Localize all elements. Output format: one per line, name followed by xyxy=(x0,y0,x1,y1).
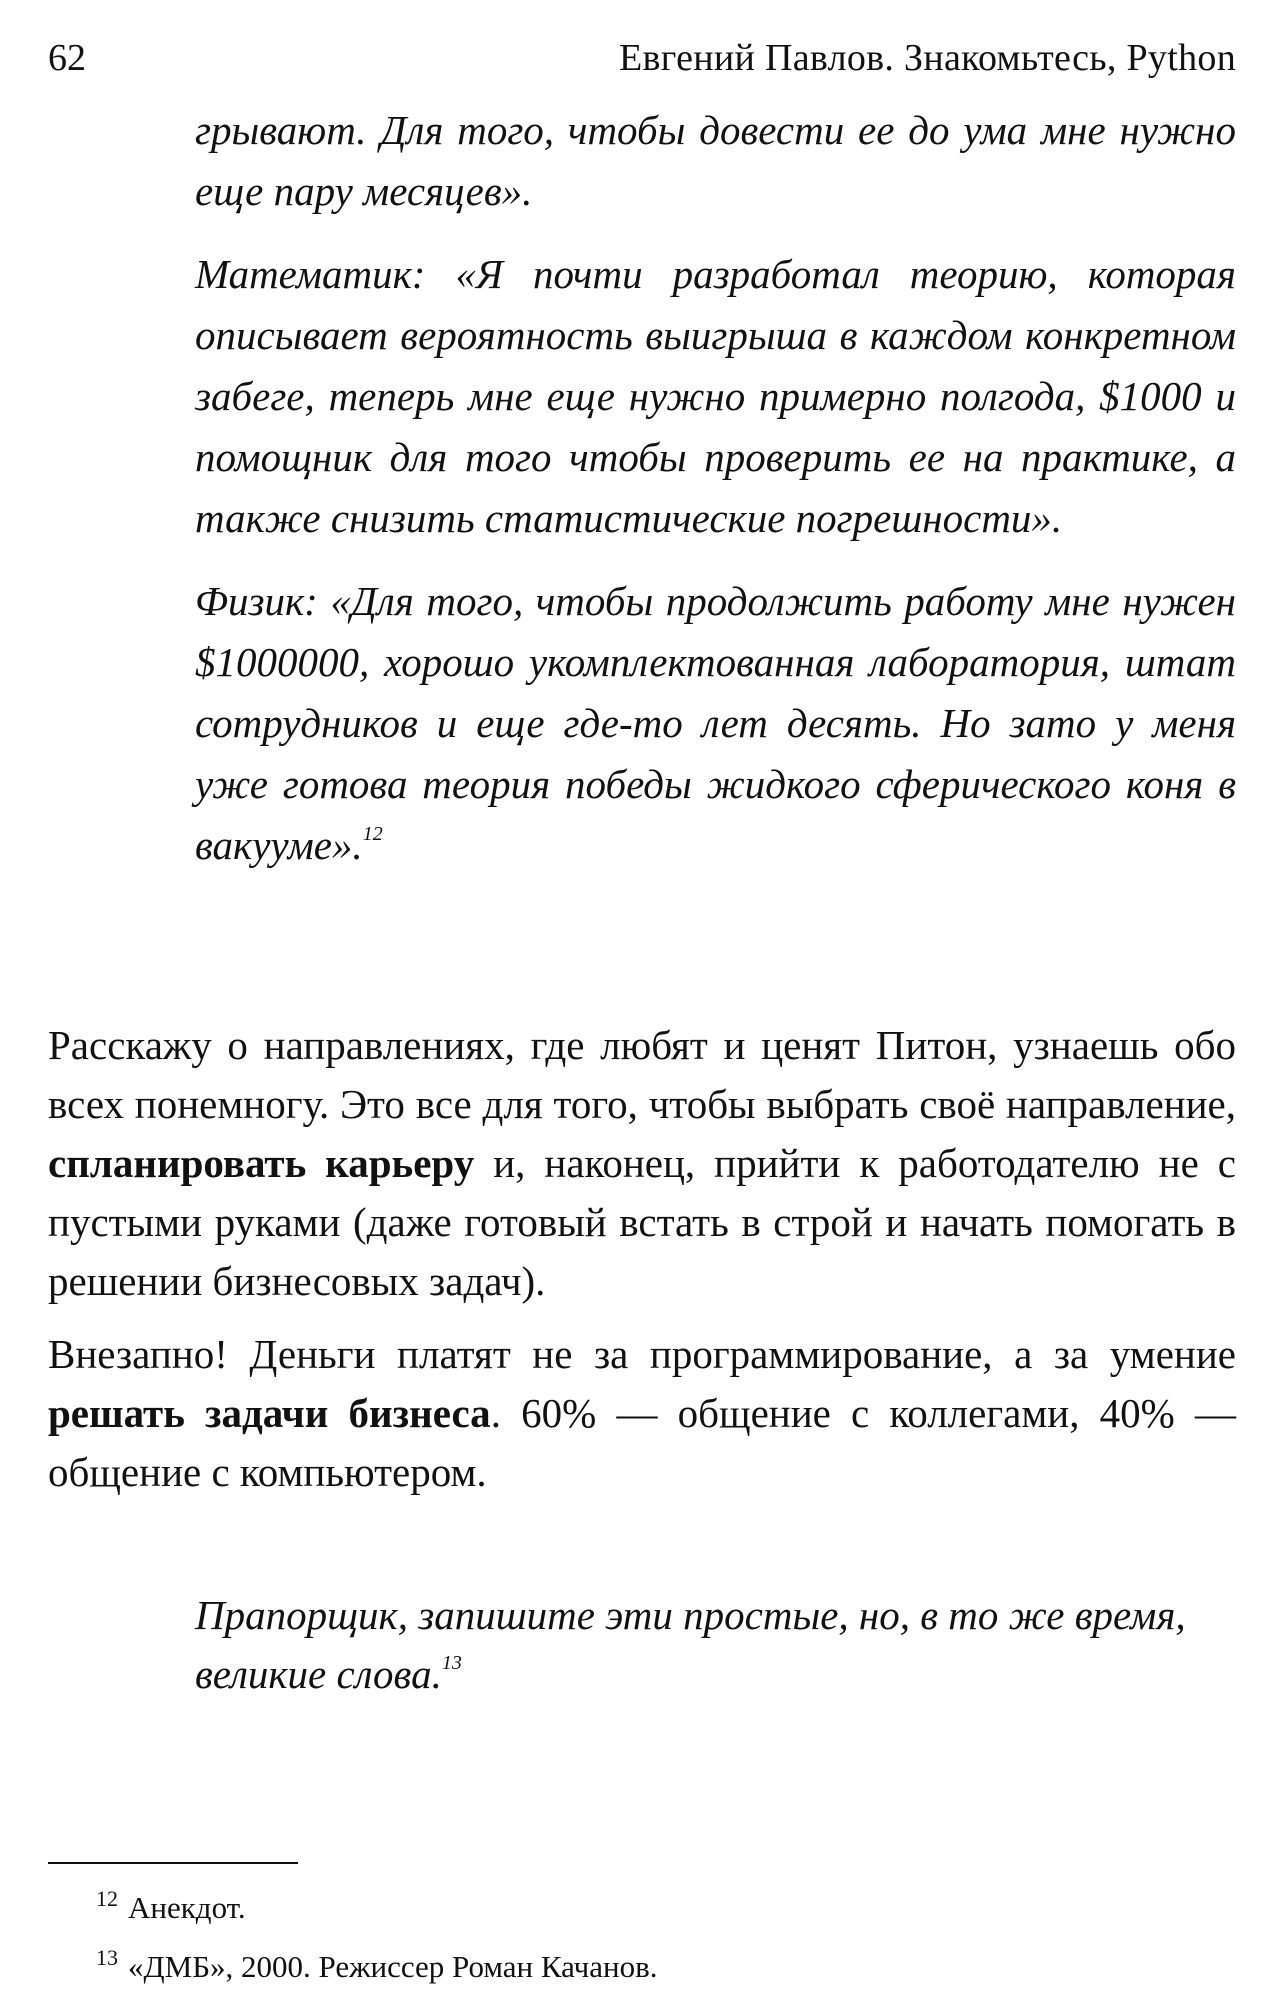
body-text: Внезапно! Деньги платят не за программирование, а за умение xyxy=(48,1331,1236,1377)
body-paragraph xyxy=(48,1325,1236,1502)
running-head: Евгений Павлов. Знакомьтесь, Python xyxy=(618,37,1236,79)
anecdote-quote-block xyxy=(195,100,1236,876)
footnote-text: «ДМБ», 2000. Режиссер Роман Качанов. xyxy=(128,1949,658,1984)
epigraph-text: Прапорщик, запишите эти простые, но, в то же время, великие слова. xyxy=(195,1592,1186,1697)
footnote-number: 12 xyxy=(96,1886,118,1911)
footnote xyxy=(96,1939,1236,1998)
page-number: 62 xyxy=(48,37,86,79)
bold-phrase: решать задачи бизнеса xyxy=(48,1390,491,1436)
body-paragraph xyxy=(48,1016,1236,1311)
bold-phrase: спланировать карьеру xyxy=(48,1140,475,1186)
footnote-text: Анекдот. xyxy=(128,1890,246,1925)
body-text: Расскажу о направлениях, где любят и ценят Питон, узнаешь обо всех понемногу. Это все для того, чтобы выбрать своё направление, xyxy=(48,1022,1236,1127)
quote-text: грывают. Для того, чтобы довести ее до ума мне нужно еще пару месяцев». xyxy=(195,107,1236,214)
main-text xyxy=(48,1016,1236,1516)
quote-paragraph xyxy=(195,100,1236,222)
quote-text: Физик: «Для того, чтобы продолжить работу мне нужен $1000000, хорошо укомплектованная лаборатория, штат сотрудников и еще где-то лет десять. Но зато у меня уже готова теория победы жидкого сферического коня в вакууме». xyxy=(195,578,1236,868)
quote-text: Математик: «Я почти разработал теорию, которая описывает вероятность выигрыша в каждом конкретном забеге, теперь мне еще нужно примерно полгода, $1000 и помощник для того чтобы проверить ее на практике, а также снизить статистические погрешности». xyxy=(195,251,1236,541)
quote-paragraph xyxy=(195,571,1236,876)
footnotes xyxy=(96,1880,1236,1998)
footnote xyxy=(96,1880,1236,1939)
body-text: . 60% — общение с коллегами, 40% — общение с компьютером. xyxy=(48,1390,1237,1495)
footnote-divider xyxy=(48,1862,298,1864)
footnote-ref[interactable]: 13 xyxy=(441,1652,462,1675)
page-header xyxy=(48,30,1236,86)
body-text: и, наконец, прийти к работодателю не с пустыми руками (даже готовый встать в строй и начать помогать в решении бизнесовых задач). xyxy=(48,1140,1237,1304)
epigraph xyxy=(195,1586,1236,1704)
footnote-number: 13 xyxy=(96,1945,118,1970)
quote-paragraph xyxy=(195,244,1236,549)
footnote-ref[interactable]: 12 xyxy=(362,823,383,846)
